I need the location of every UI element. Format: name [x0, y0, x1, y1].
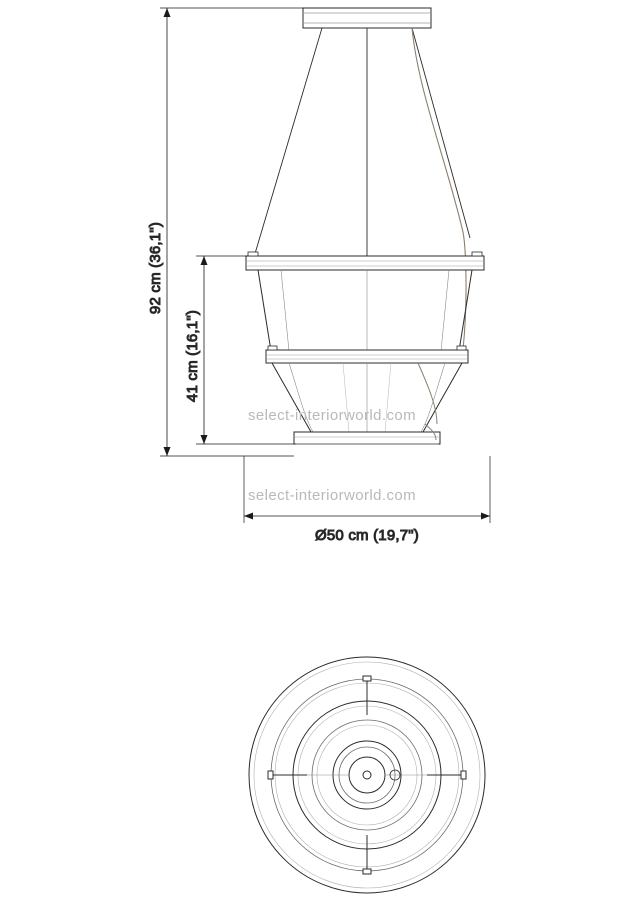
watermark-label: select-interiorworld.com [248, 407, 416, 424]
front-view [147, 8, 490, 544]
top-view [249, 657, 485, 893]
dimension-shade-height-label: 41 cm (16,1") [184, 309, 201, 403]
watermark-label-secondary: select-interiorworld.com [248, 487, 416, 504]
dimension-diameter-label: Ø50 cm (19,7") [315, 527, 419, 544]
power-cable [412, 28, 466, 350]
upper-ring [246, 252, 484, 270]
shade-upper-body [258, 270, 472, 351]
top-view-brackets [268, 676, 466, 874]
ceiling-canopy [303, 8, 431, 28]
dimension-total-height-label: 92 cm (36,1") [147, 221, 164, 315]
